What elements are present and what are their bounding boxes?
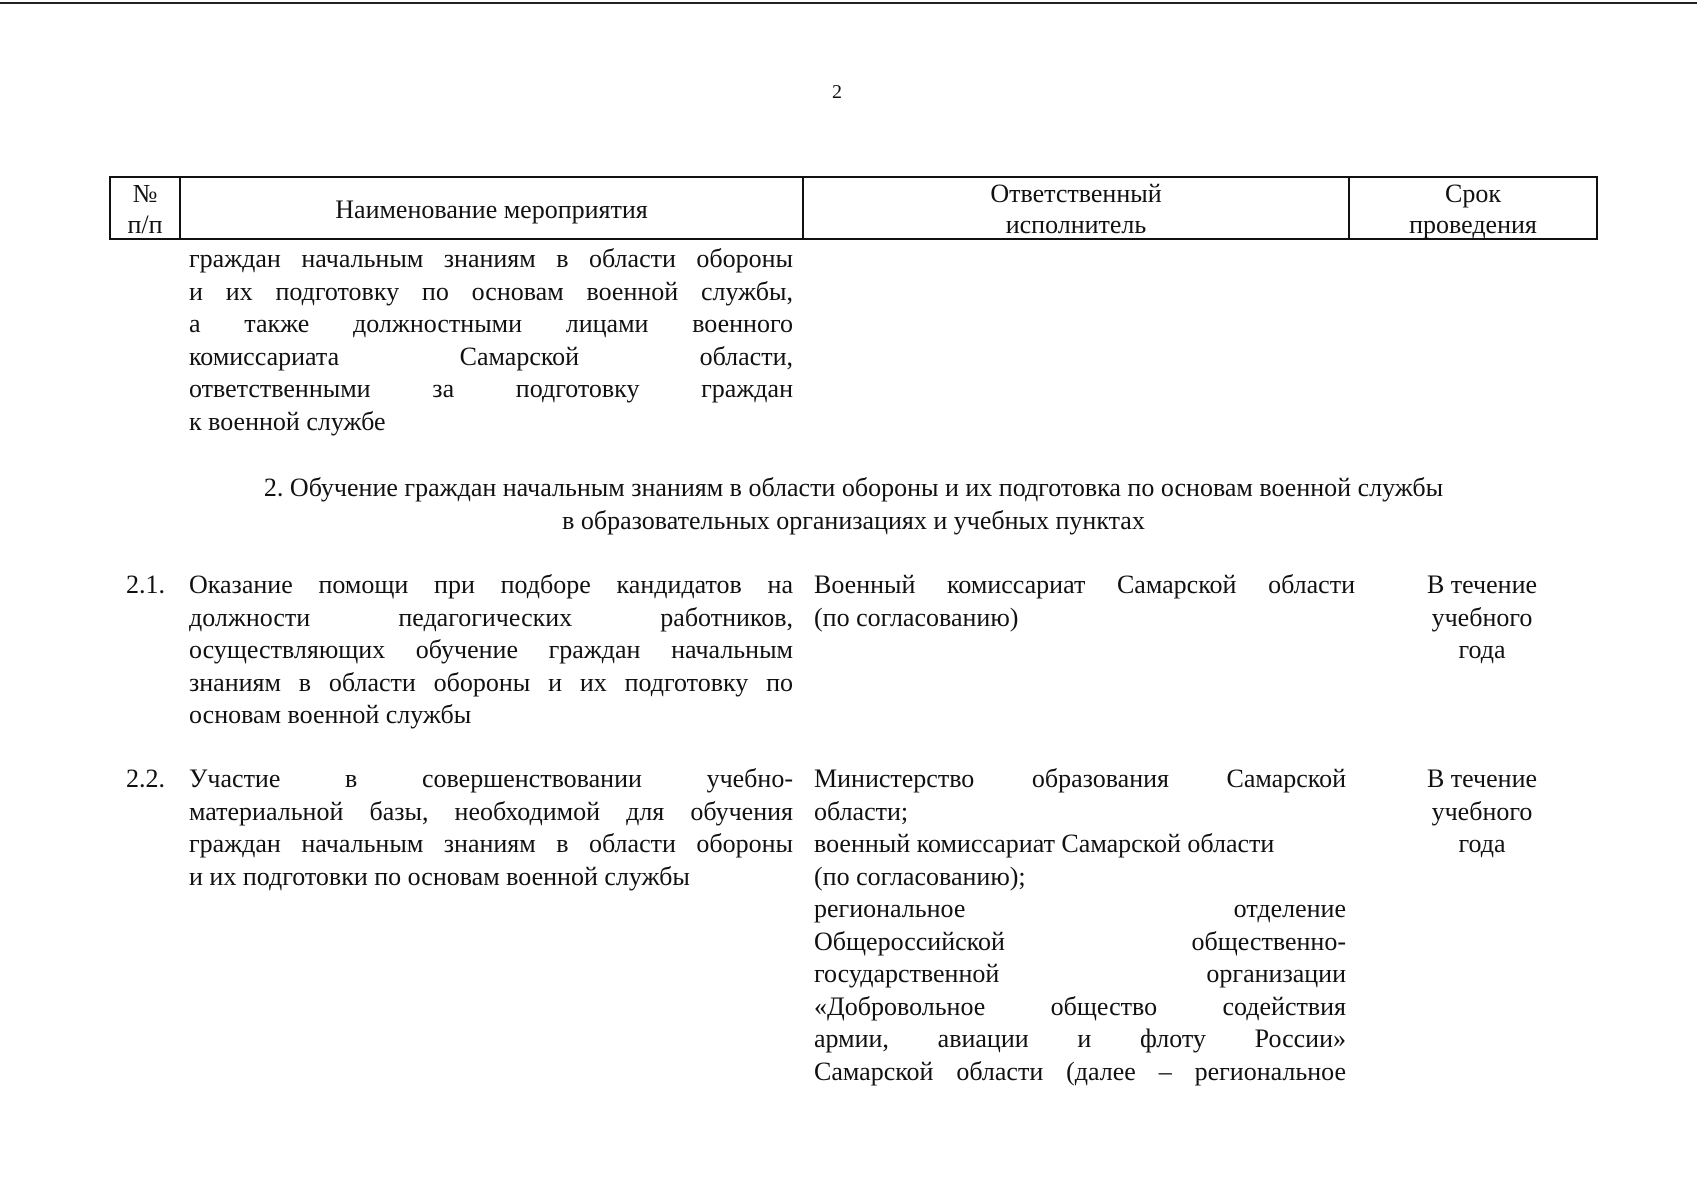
header-cell-name xyxy=(181,178,804,238)
continuation-line: граждан начальным знаниям в области обороны xyxy=(189,244,793,273)
responsible-line: региональное отделение xyxy=(814,894,1346,923)
term-line: В течение xyxy=(1426,764,1538,793)
activity-line: основам военной службы xyxy=(189,700,472,729)
row-term xyxy=(1364,763,1600,861)
term-line: учебного xyxy=(1431,602,1533,632)
row-term xyxy=(1364,569,1600,667)
header-name-label: Наименование мероприятия xyxy=(335,194,648,224)
responsible-line: области; xyxy=(814,796,909,826)
continuation-line: комиссариата Самарской области, xyxy=(189,341,793,371)
row-number: 2.1. xyxy=(126,570,165,599)
table-header xyxy=(109,176,1598,240)
header-cell-term xyxy=(1350,178,1596,238)
responsible-line: Общероссийской общественно- xyxy=(814,926,1346,956)
responsible-line: государственной организации xyxy=(814,959,1346,988)
header-num-line-2: п/п xyxy=(127,210,163,239)
section-heading-line-1: 2. Обучение граждан начальным знаниям в области обороны и их подготовка по основам военной службы xyxy=(263,473,1444,502)
responsible-line: Самарской области (далее – региональное xyxy=(814,1056,1346,1086)
section-heading xyxy=(109,472,1598,537)
row-responsible xyxy=(814,763,1346,1088)
continuation-line: к военной службе xyxy=(189,406,386,436)
continuation-text xyxy=(189,243,793,438)
responsible-line: (по согласованию); xyxy=(814,861,1026,891)
responsible-line: армии, авиации и флоту России» xyxy=(814,1024,1346,1053)
page-number: 2 xyxy=(832,81,842,103)
responsible-line: Министерство образования Самарской xyxy=(814,764,1346,793)
responsible-line: (по согласованию) xyxy=(814,602,1019,632)
activity-line: знаниям в области обороны и их подготовку по xyxy=(189,667,793,697)
row-activity-name xyxy=(189,763,793,893)
term-line: учебного xyxy=(1431,796,1533,826)
activity-line: и их подготовки по основам военной службы xyxy=(189,861,690,891)
top-border-line xyxy=(0,2,1697,4)
activity-line: граждан начальным знаниям в области обороны xyxy=(189,829,793,858)
row-responsible xyxy=(814,569,1355,634)
header-num-line-1: № xyxy=(132,179,158,208)
header-responsible-line-2: исполнитель xyxy=(1005,210,1147,239)
responsible-line: «Добровольное общество содействия xyxy=(814,991,1346,1021)
activity-line: должности педагогических работников, xyxy=(189,602,793,632)
header-cell-responsible xyxy=(804,178,1350,238)
activity-line: материальной базы, необходимой для обучения xyxy=(189,796,793,826)
header-term-line-2: проведения xyxy=(1409,210,1537,239)
responsible-line: Военный комиссариат Самарской области xyxy=(814,570,1355,599)
activity-line: осуществляющих обучение граждан начальным xyxy=(189,635,793,664)
responsible-line: военный комиссариат Самарской области xyxy=(814,829,1275,858)
activity-line: Оказание помощи при подборе кандидатов на xyxy=(189,570,793,599)
term-line: года xyxy=(1458,635,1506,664)
row-activity-name xyxy=(189,569,793,732)
term-line: года xyxy=(1458,829,1506,858)
header-responsible-line-1: Ответственный xyxy=(990,179,1162,208)
continuation-line: ответственными за подготовку граждан xyxy=(189,374,793,403)
activity-line: Участие в совершенствовании учебно- xyxy=(189,764,793,793)
row-number: 2.2. xyxy=(126,764,165,793)
header-term-line-1: Срок xyxy=(1445,179,1501,208)
section-heading-line-2: в образовательных организациях и учебных пунктах xyxy=(562,505,1145,535)
header-cell-number xyxy=(111,178,181,238)
term-line: В течение xyxy=(1426,570,1538,599)
continuation-line: а также должностными лицами военного xyxy=(189,309,793,338)
continuation-line: и их подготовку по основам военной службы, xyxy=(189,276,793,306)
